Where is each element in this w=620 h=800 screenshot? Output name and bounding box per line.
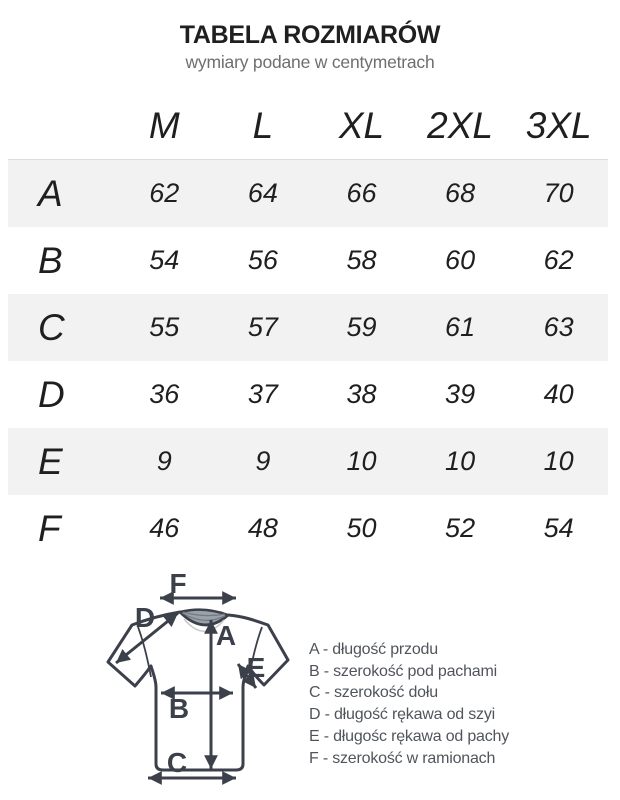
table-cell: 46 <box>149 513 180 543</box>
chart-header <box>0 22 620 73</box>
legend-item: F - szerokość w ramionach <box>309 749 496 767</box>
table-cell: 37 <box>247 379 278 409</box>
table-cell: 10 <box>543 446 574 476</box>
legend-item: A - długość przodu <box>309 641 438 658</box>
table-cell: 36 <box>149 379 180 409</box>
table-row-e <box>8 428 608 495</box>
legend-item: E - długośc rękawa od pachy <box>309 727 510 745</box>
size-column-headers <box>8 92 608 159</box>
column-header-2xl: 2XL <box>427 104 493 146</box>
measure-label-c: C <box>166 747 188 778</box>
tshirt-measurement-diagram <box>98 563 320 800</box>
table-cell: 62 <box>543 245 574 275</box>
measure-label-f: F <box>169 568 187 599</box>
table-row-b <box>8 227 608 294</box>
table-cell: 62 <box>149 178 180 208</box>
legend-item: C - szerokość dołu <box>309 684 438 702</box>
table-cell: 54 <box>543 513 574 543</box>
table-row-f <box>8 495 608 562</box>
legend-item: B - szerokość pod pachami <box>309 662 497 680</box>
table-cell: 40 <box>543 379 574 409</box>
measure-label-b: B <box>168 693 190 724</box>
table-row-a <box>8 160 608 227</box>
measure-label-d: D <box>134 602 156 633</box>
row-label: B <box>38 239 63 281</box>
row-label: D <box>38 373 65 415</box>
row-label: E <box>38 440 63 482</box>
table-cell: 64 <box>247 178 278 208</box>
table-cell: 66 <box>346 178 377 208</box>
table-cell: 50 <box>346 513 377 543</box>
legend-list <box>309 639 509 769</box>
table-cell: 58 <box>346 245 377 275</box>
table-cell: 55 <box>149 312 180 342</box>
table-cell: 39 <box>445 379 476 409</box>
table-row-c <box>8 294 608 361</box>
table-cell: 10 <box>445 446 476 476</box>
table-cell: 68 <box>445 178 476 208</box>
table-cell: 10 <box>346 446 377 476</box>
measure-label-a: A <box>215 620 237 651</box>
table-cell: 63 <box>543 312 574 342</box>
tshirt-outline <box>108 610 288 770</box>
table-cell: 54 <box>149 245 180 275</box>
table-cell: 56 <box>247 245 278 275</box>
column-header-xl: XL <box>338 104 385 146</box>
row-label: A <box>38 172 63 214</box>
table-cell: 59 <box>346 312 377 342</box>
table-cell: 70 <box>543 178 574 208</box>
table-cell: 9 <box>156 446 172 476</box>
table-cell: 9 <box>255 446 271 476</box>
page-title: TABELA ROZMIARÓW <box>179 21 441 49</box>
size-table <box>8 92 608 562</box>
table-cell: 57 <box>247 312 278 342</box>
size-table-body <box>8 160 608 562</box>
measure-label-e: E <box>246 652 266 683</box>
table-row-d <box>8 361 608 428</box>
column-header-m: M <box>148 104 180 146</box>
table-cell: 61 <box>445 312 476 342</box>
legend-item: D - długość rękawa od szyi <box>309 706 495 724</box>
column-header-l: L <box>252 104 274 146</box>
column-header-3xl: 3XL <box>525 104 592 146</box>
row-label: C <box>38 306 65 348</box>
table-cell: 60 <box>445 245 476 275</box>
row-label: F <box>38 507 61 549</box>
page-subtitle: wymiary podane w centymetrach <box>185 51 435 72</box>
table-cell: 38 <box>346 379 377 409</box>
table-cell: 52 <box>445 513 476 543</box>
table-cell: 48 <box>247 513 278 543</box>
